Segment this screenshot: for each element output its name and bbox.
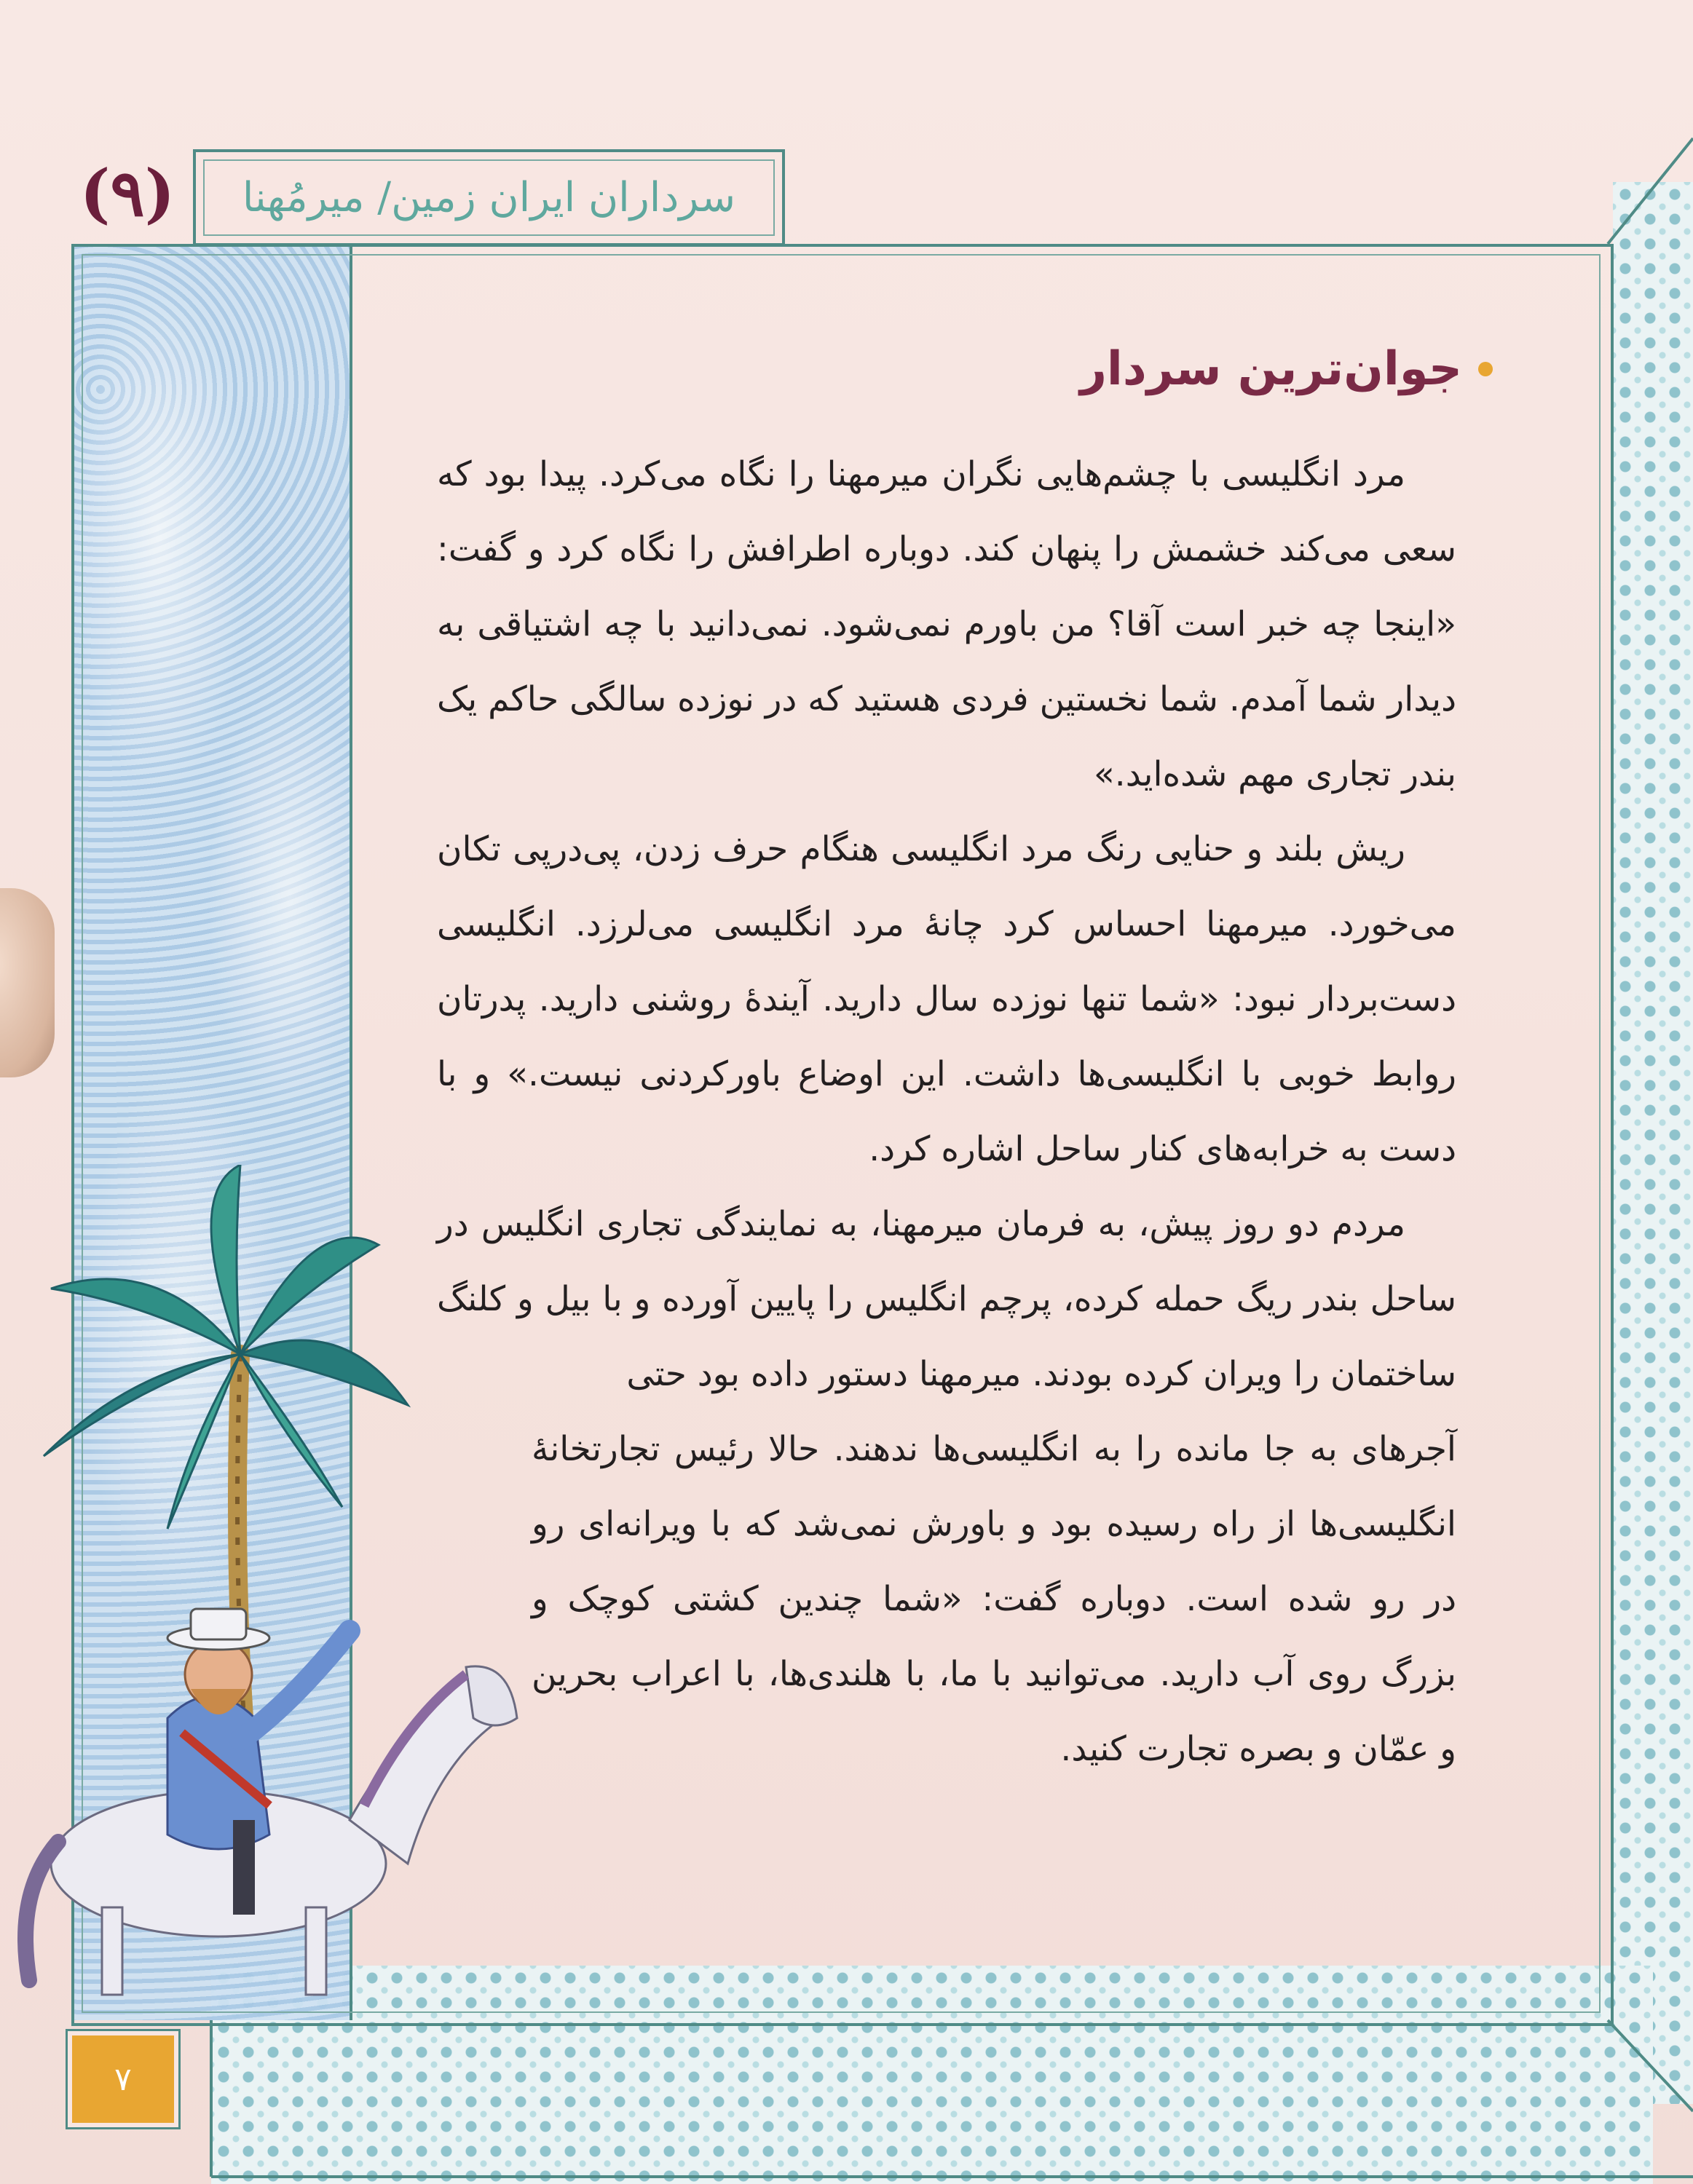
heading-text: جوان‌ترین سردار [1080, 342, 1462, 396]
page-number: ۷ [68, 2031, 178, 2127]
reader-thumb [0, 888, 55, 1077]
paragraph: مرد انگلیسی با چشم‌هایی نگران میرمهنا را نگاه می‌کرد. پیدا بود که سعی می‌کند خشمش را پنهان کند. دوباره اطرافش را نگاه کرد و گفت: «اینجا چه خبر است آقا؟ من باورم نمی‌شود. نمی‌دانید با چه اشتیاقی به دیدار شما آمدم. شما نخستین فردی هستید که در نوزده سالگی حاکم یک بندر تجاری مهم شده‌اید.» [437, 454, 1456, 794]
article-heading [1080, 342, 1493, 396]
rider-palm-illustration [0, 1165, 568, 2002]
series-title-tab [193, 149, 785, 246]
series-title: سرداران ایران زمین/ میرمُهنا [242, 174, 736, 221]
paragraph: ریش بلند و حنایی رنگ مرد انگلیسی هنگام حرف زدن، پی‌درپی تکان می‌خورد. میرمهنا احساس کرد چانهٔ مرد انگلیسی می‌لرزد. انگلیسی دست‌بردار نبود: «شما تنها نوزده سال دارید. آیندهٔ روشنی دارید. پدرتان روابط خوبی با انگلیسی‌ها داشت. این اوضاع باورکردنی نیست.» و با دست به خرابه‌های کنار ساحل اشاره کرد. [437, 829, 1456, 1169]
article-body [437, 437, 1456, 1787]
paragraph: آجرهای به جا مانده را به انگلیسی‌ها ندهند. حالا رئیس تجارتخانهٔ انگلیسی‌ها از راه رسیده بود و باورش نمی‌شد که با ویرانه‌ای رو در رو شده است. دوباره گفت: «شما چندین کشتی کوچک و بزرگ روی آب دارید. می‌توانید با ما، با هلندی‌ها، با اعراب بحرین و عمّان و بصره تجارت کنید. [532, 1429, 1456, 1769]
bullet-icon [1478, 362, 1493, 376]
chapter-number: (۹) [79, 155, 175, 231]
paragraph: مردم دو روز پیش، به فرمان میرمهنا، به نمایندگی تجاری انگلیس در ساحل بندر ریگ حمله کرده، پرچم انگلیس را پایین آورده و با بیل و کلنگ ساختمان را ویران کرده بودند. میرمهنا دستور داده بود حتی [437, 1204, 1456, 1394]
